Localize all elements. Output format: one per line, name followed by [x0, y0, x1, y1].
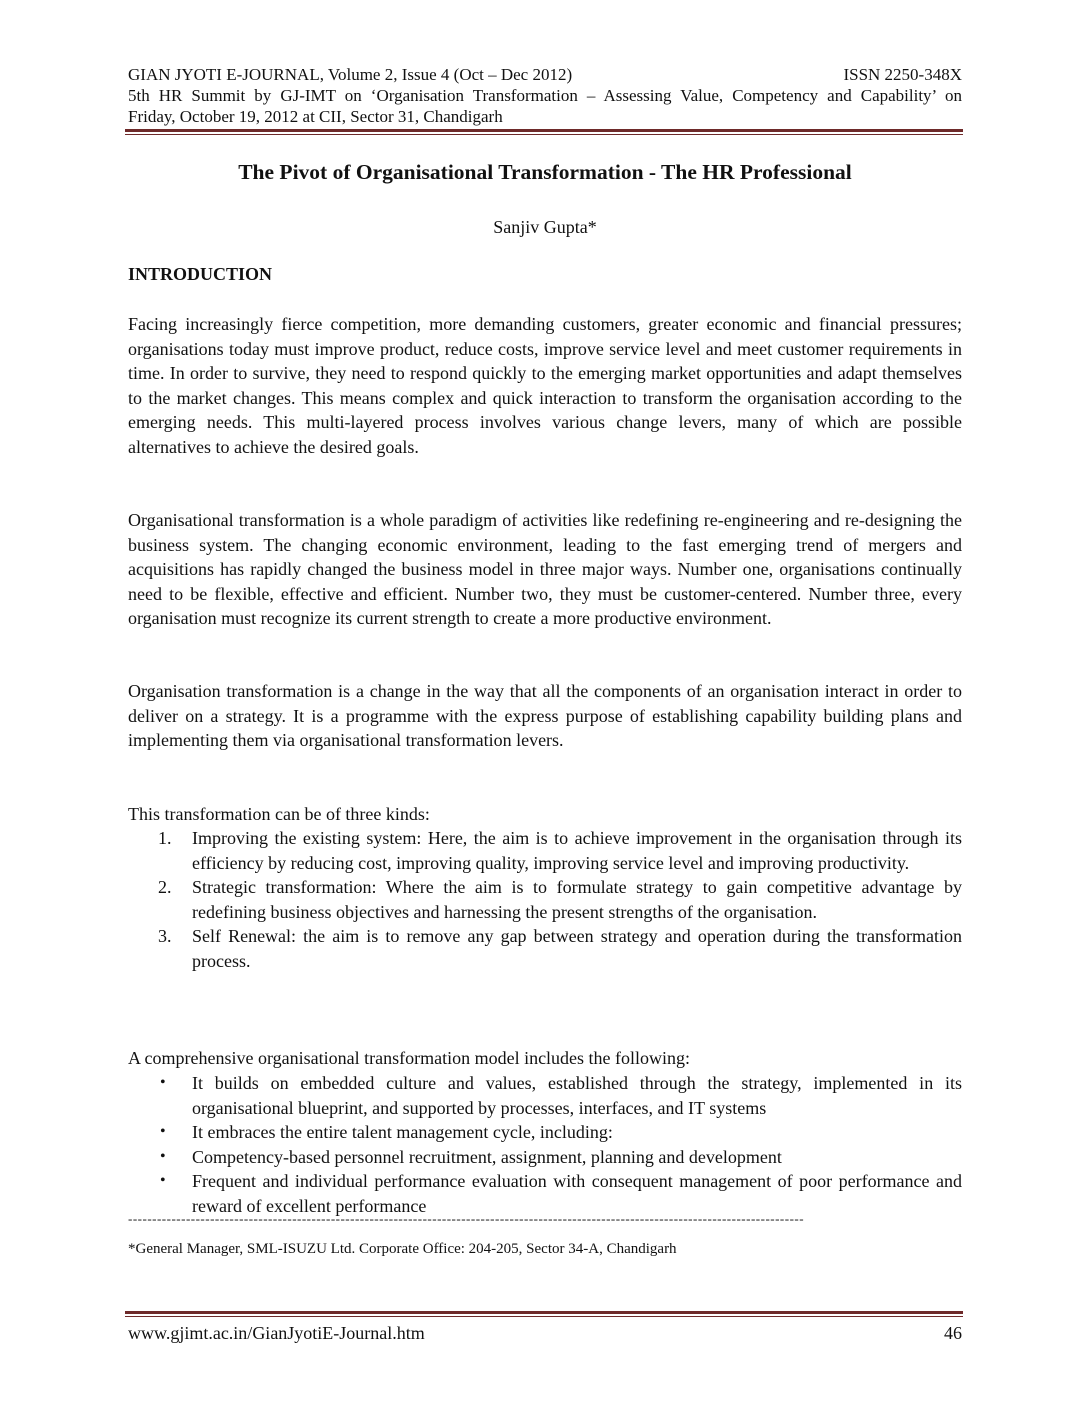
- bullet-list: [128, 1071, 962, 1218]
- footer-url: www.gjimt.ac.in/GianJyotiE-Journal.htm: [128, 1323, 425, 1343]
- list-item-text: Strategic transformation: Where the aim is to formulate strategy to gain competitive advantage by redefining business objectives and harnessing the present strengths of the organisation.: [192, 877, 962, 922]
- list-item: [128, 826, 962, 875]
- section-heading: INTRODUCTION: [128, 264, 273, 284]
- list-number: 2.: [158, 877, 172, 897]
- journal-citation: GIAN JYOTI E-JOURNAL, Volume 2, Issue 4 (Oct – Dec 2012): [128, 65, 573, 84]
- page-number: 46: [944, 1323, 962, 1343]
- bullet-icon: •: [160, 1123, 166, 1140]
- list-number: 1.: [158, 828, 172, 848]
- summit-line: 5th HR Summit by GJ-IMT on ‘Organisation Transformation – Assessing Value, Competency and Capability’ on: [128, 86, 962, 105]
- bullet-icon: •: [160, 1074, 166, 1091]
- list-item-text: It builds on embedded culture and values, established through the strategy, implemented in its organisational blueprint, and supported by processes, interfaces, and IT systems: [192, 1073, 962, 1118]
- header-rule-thick: [125, 129, 963, 132]
- footer-rule-thin: [125, 1316, 963, 1317]
- list-item-text: Frequent and individual performance evaluation with consequent management of poor performance and reward of excellent performance: [192, 1171, 962, 1216]
- list-item: [128, 1120, 962, 1145]
- list-item: [128, 1169, 962, 1218]
- list-number: 3.: [158, 926, 172, 946]
- paper-title: The Pivot of Organisational Transformation - The HR Professional: [238, 160, 852, 184]
- footnote-separator: --------------------------------------------------------------------------------------------------------------------------------------------: [128, 1212, 805, 1226]
- footer-rule-thick: [125, 1311, 963, 1314]
- author-name: Sanjiv Gupta*: [493, 217, 597, 237]
- header-rule-thin: [125, 134, 963, 135]
- paragraph: This transformation can be of three kinds:: [128, 804, 430, 824]
- list-item: [128, 1145, 962, 1170]
- numbered-list: [128, 826, 962, 973]
- issn: ISSN 2250-348X: [843, 65, 962, 84]
- list-item: [128, 1071, 962, 1120]
- list-item-text: Competency-based personnel recruitment, assignment, planning and development: [192, 1146, 782, 1167]
- running-header: [128, 64, 962, 85]
- paragraph: Facing increasingly fierce competition, more demanding customers, greater economic and financial pressures; organisations today must improve product, reduce costs, improve service level and meet customer requirements in time. In order to survive, they need to respond quickly to the emerging market opportunities and adapt themselves to the market changes. This means complex and quick interaction to transform the organisation according to the emerging needs. This multi-layered process involves various change levers, many of which are possible alternatives to achieve the desired goals.: [128, 314, 962, 457]
- list-item-text: Self Renewal: the aim is to remove any gap between strategy and operation during the transformation process.: [192, 926, 962, 971]
- list-item-text: It embraces the entire talent management cycle, including:: [192, 1122, 613, 1142]
- paragraph: A comprehensive organisational transformation model includes the following:: [128, 1048, 691, 1068]
- paragraph: Organisation transformation is a change in the way that all the components of an organisation interact in order to deliver on a strategy. It is a programme with the express purpose of establishing capability building plans and implementing them via organisational transformation levers.: [128, 681, 962, 750]
- list-item: [128, 875, 962, 924]
- list-item: [128, 924, 962, 973]
- bullet-icon: •: [160, 1172, 166, 1189]
- list-item-text: Improving the existing system: Here, the aim is to achieve improvement in the organisation through its efficiency by reducing cost, improving quality, improving service level and improving productivity.: [192, 828, 962, 873]
- bullet-icon: •: [160, 1147, 166, 1165]
- paragraph: Organisational transformation is a whole paradigm of activities like redefining re-engineering and re-designing the business system. The changing economic environment, leading to the fast emerging trend of mergers and acquisitions has rapidly changed the business model in three major ways. Number one, organisations continually need to be flexible, effective and efficient. Number two, they must be customer-centered. Number three, every organisation must recognize its current strength to create a more productive environment.: [128, 510, 962, 628]
- footnote: *General Manager, SML-ISUZU Ltd. Corporate Office: 204-205, Sector 34-A, Chandigarh: [128, 1241, 677, 1257]
- summit-date-line: Friday, October 19, 2012 at CII, Sector 31, Chandigarh: [128, 107, 503, 126]
